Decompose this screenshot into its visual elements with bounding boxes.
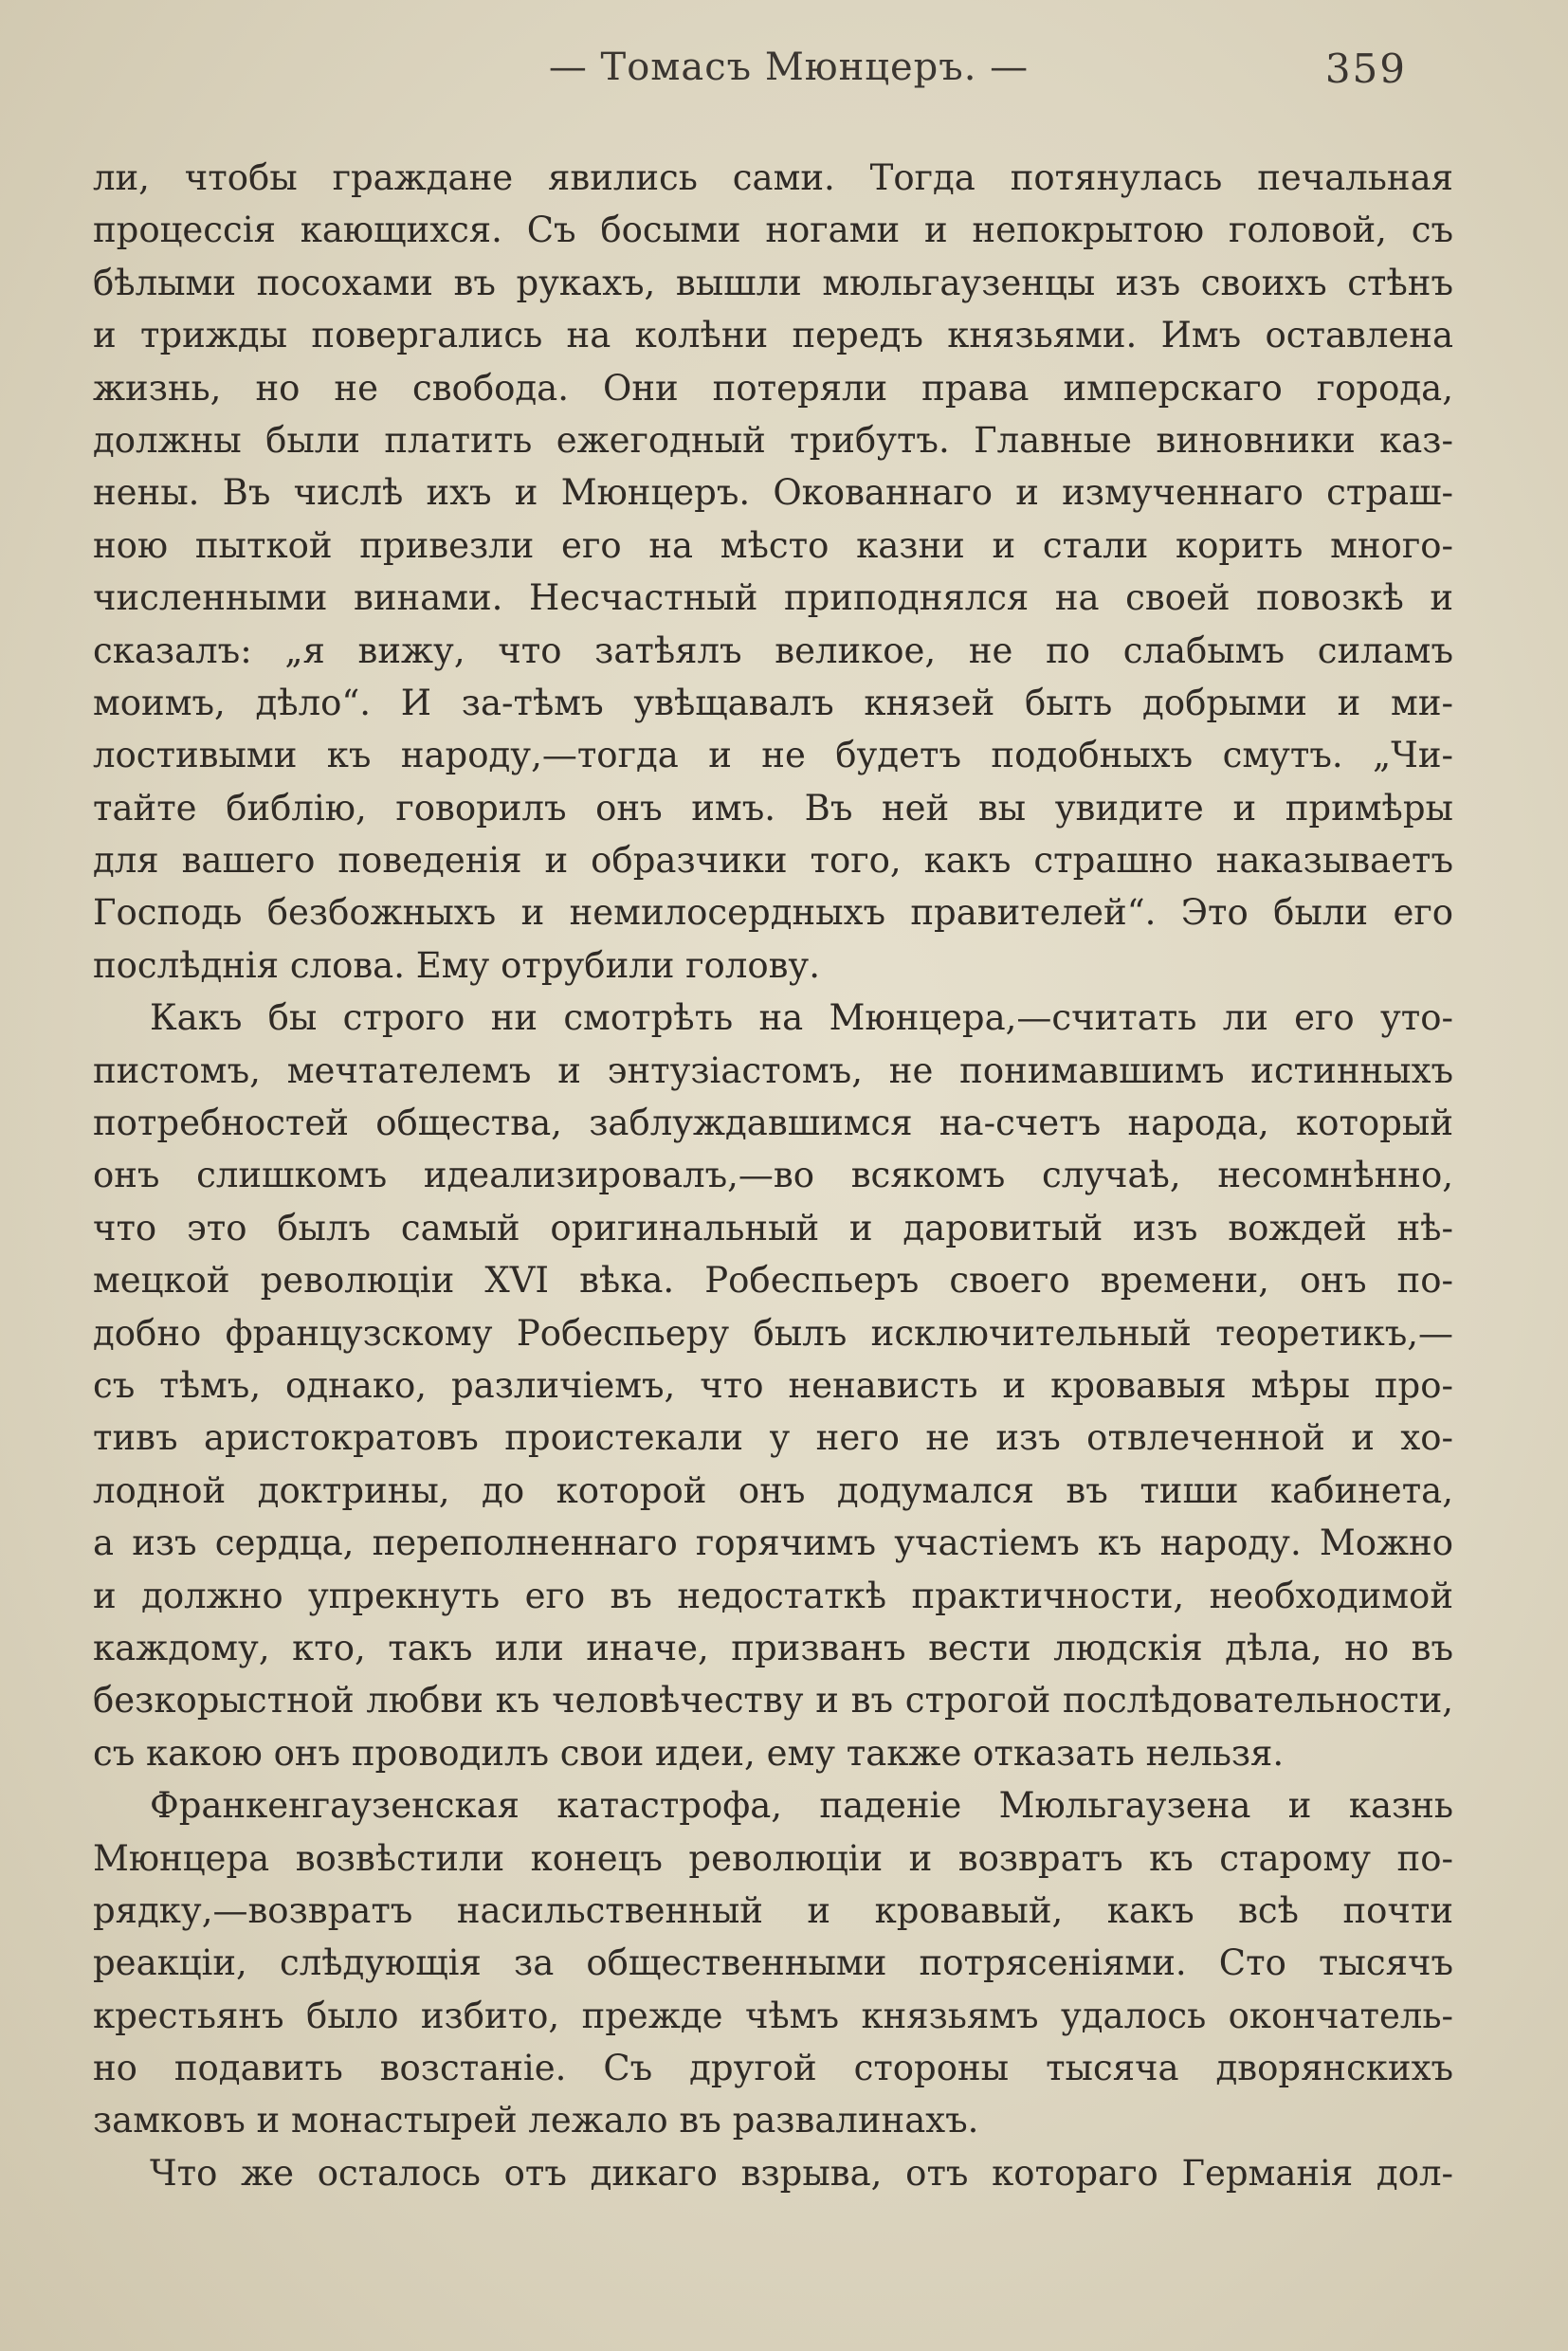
text-line: что это былъ самый оригинальный и даровитый изъ вождей нѣ-: [93, 1207, 1453, 1248]
text-line: ли, чтобы граждане явились сами. Тогда потянулась печальная: [93, 157, 1453, 198]
body-text: [93, 152, 1453, 2199]
text-line: послѣднія слова. Ему отрубили голову.: [93, 944, 820, 986]
running-title: — Томасъ Мюнцеръ. —: [548, 46, 1030, 89]
text-line: моимъ, дѣло“. И за-тѣмъ увѣщавалъ князей быть добрыми и ми-: [93, 682, 1453, 723]
text-line: сказалъ: „я вижу, что затѣялъ великое, не по слабымъ силамъ: [93, 629, 1453, 671]
paragraph: [93, 2147, 1453, 2199]
text-line: должны были платить ежегодный трибутъ. Главные виновники каз-: [93, 419, 1453, 461]
text-line: Господь безбожныхъ и немилосердныхъ правителей“. Это были его: [93, 892, 1453, 934]
paragraph: [93, 992, 1453, 1779]
text-line: лодной доктрины, до которой онъ додумался въ тиши кабинета,: [93, 1469, 1453, 1511]
text-line: а изъ сердца, переполненнаго горячимъ участіемъ къ народу. Можно: [93, 1522, 1453, 1564]
text-line: потребностей общества, заблуждавшимся на-счетъ народа, который: [93, 1103, 1453, 1144]
text-line: крестьянъ было избито, прежде чѣмъ князьямъ удалось окончатель-: [93, 1995, 1453, 2036]
text-line: добно французскому Робеспьеру былъ исключительный теоретикъ,—: [93, 1312, 1453, 1354]
text-line: нены. Въ числѣ ихъ и Мюнцеръ. Окованнаго и измученнаго страш-: [93, 472, 1453, 514]
text-line: Мюнцера возвѣстили конецъ революціи и возвратъ къ старому по-: [93, 1837, 1453, 1879]
text-line: безкорыстной любви къ человѣчеству и въ строгой послѣдовательности,: [93, 1680, 1453, 1722]
text-line: реакціи, слѣдующія за общественными потрясеніями. Сто тысячъ: [93, 1942, 1453, 1984]
text-line: рядку,—возвратъ насильственный и кровавый, какъ всѣ почти: [93, 1889, 1453, 1931]
text-line: лостивыми къ народу,—тогда и не будетъ подобныхъ смутъ. „Чи-: [93, 735, 1453, 776]
text-line: и должно упрекнуть его въ недостаткѣ практичности, необходимой: [93, 1575, 1453, 1616]
text-line: пистомъ, мечтателемъ и энтузіастомъ, не понимавшимъ истинныхъ: [93, 1049, 1453, 1091]
page-header: [171, 46, 1407, 112]
text-line: Что же осталось отъ дикаго взрыва, отъ котораго Германія дол-: [150, 2152, 1453, 2194]
text-line: ною пыткой привезли его на мѣсто казни и стали корить много-: [93, 524, 1453, 566]
paragraph: [93, 1779, 1453, 2147]
text-line: съ какою онъ проводилъ свои идеи, ему также отказать нельзя.: [93, 1732, 1285, 1774]
text-line: каждому, кто, такъ или иначе, призванъ вести людскія дѣла, но въ: [93, 1627, 1453, 1668]
text-line: для вашего поведенія и образчики того, какъ страшно наказываетъ: [93, 840, 1453, 882]
text-line: но подавить возстаніе. Съ другой стороны тысяча дворянскихъ: [93, 2048, 1453, 2089]
text-line: процессія кающихся. Съ босыми ногами и непокрытою головой, съ: [93, 210, 1453, 251]
text-line: мецкой революціи XVI вѣка. Робеспьеръ своего времени, онъ по-: [93, 1260, 1453, 1302]
text-line: съ тѣмъ, однако, различіемъ, что ненависть и кровавыя мѣры про-: [93, 1364, 1453, 1406]
text-line: Какъ бы строго ни смотрѣть на Мюнцера,—считать ли его уто-: [150, 997, 1453, 1039]
text-line: и трижды повергались на колѣни передъ князьями. Имъ оставлена: [93, 315, 1453, 356]
paragraph: [93, 152, 1453, 992]
text-line: тивъ аристократовъ проистекали у него не изъ отвлеченной и хо-: [93, 1417, 1453, 1459]
text-line: тайте библію, говорилъ онъ имъ. Въ ней вы увидите и примѣры: [93, 787, 1453, 829]
text-line: численными винами. Несчастный приподнялся на своей повозкѣ и: [93, 577, 1453, 619]
text-line: замковъ и монастырей лежало въ развалинахъ.: [93, 2100, 979, 2141]
text-line: онъ слишкомъ идеализировалъ,—во всякомъ случаѣ, несомнѣнно,: [93, 1155, 1453, 1196]
text-line: жизнь, но не свобода. Они потеряли права имперскаго города,: [93, 367, 1453, 409]
text-line: Франкенгаузенская катастрофа, паденіе Мюльгаузена и казнь: [150, 1785, 1453, 1827]
page-number: 359: [1324, 46, 1407, 92]
text-line: бѣлыми посохами въ рукахъ, вышли мюльгаузенцы изъ своихъ стѣнъ: [93, 262, 1453, 303]
